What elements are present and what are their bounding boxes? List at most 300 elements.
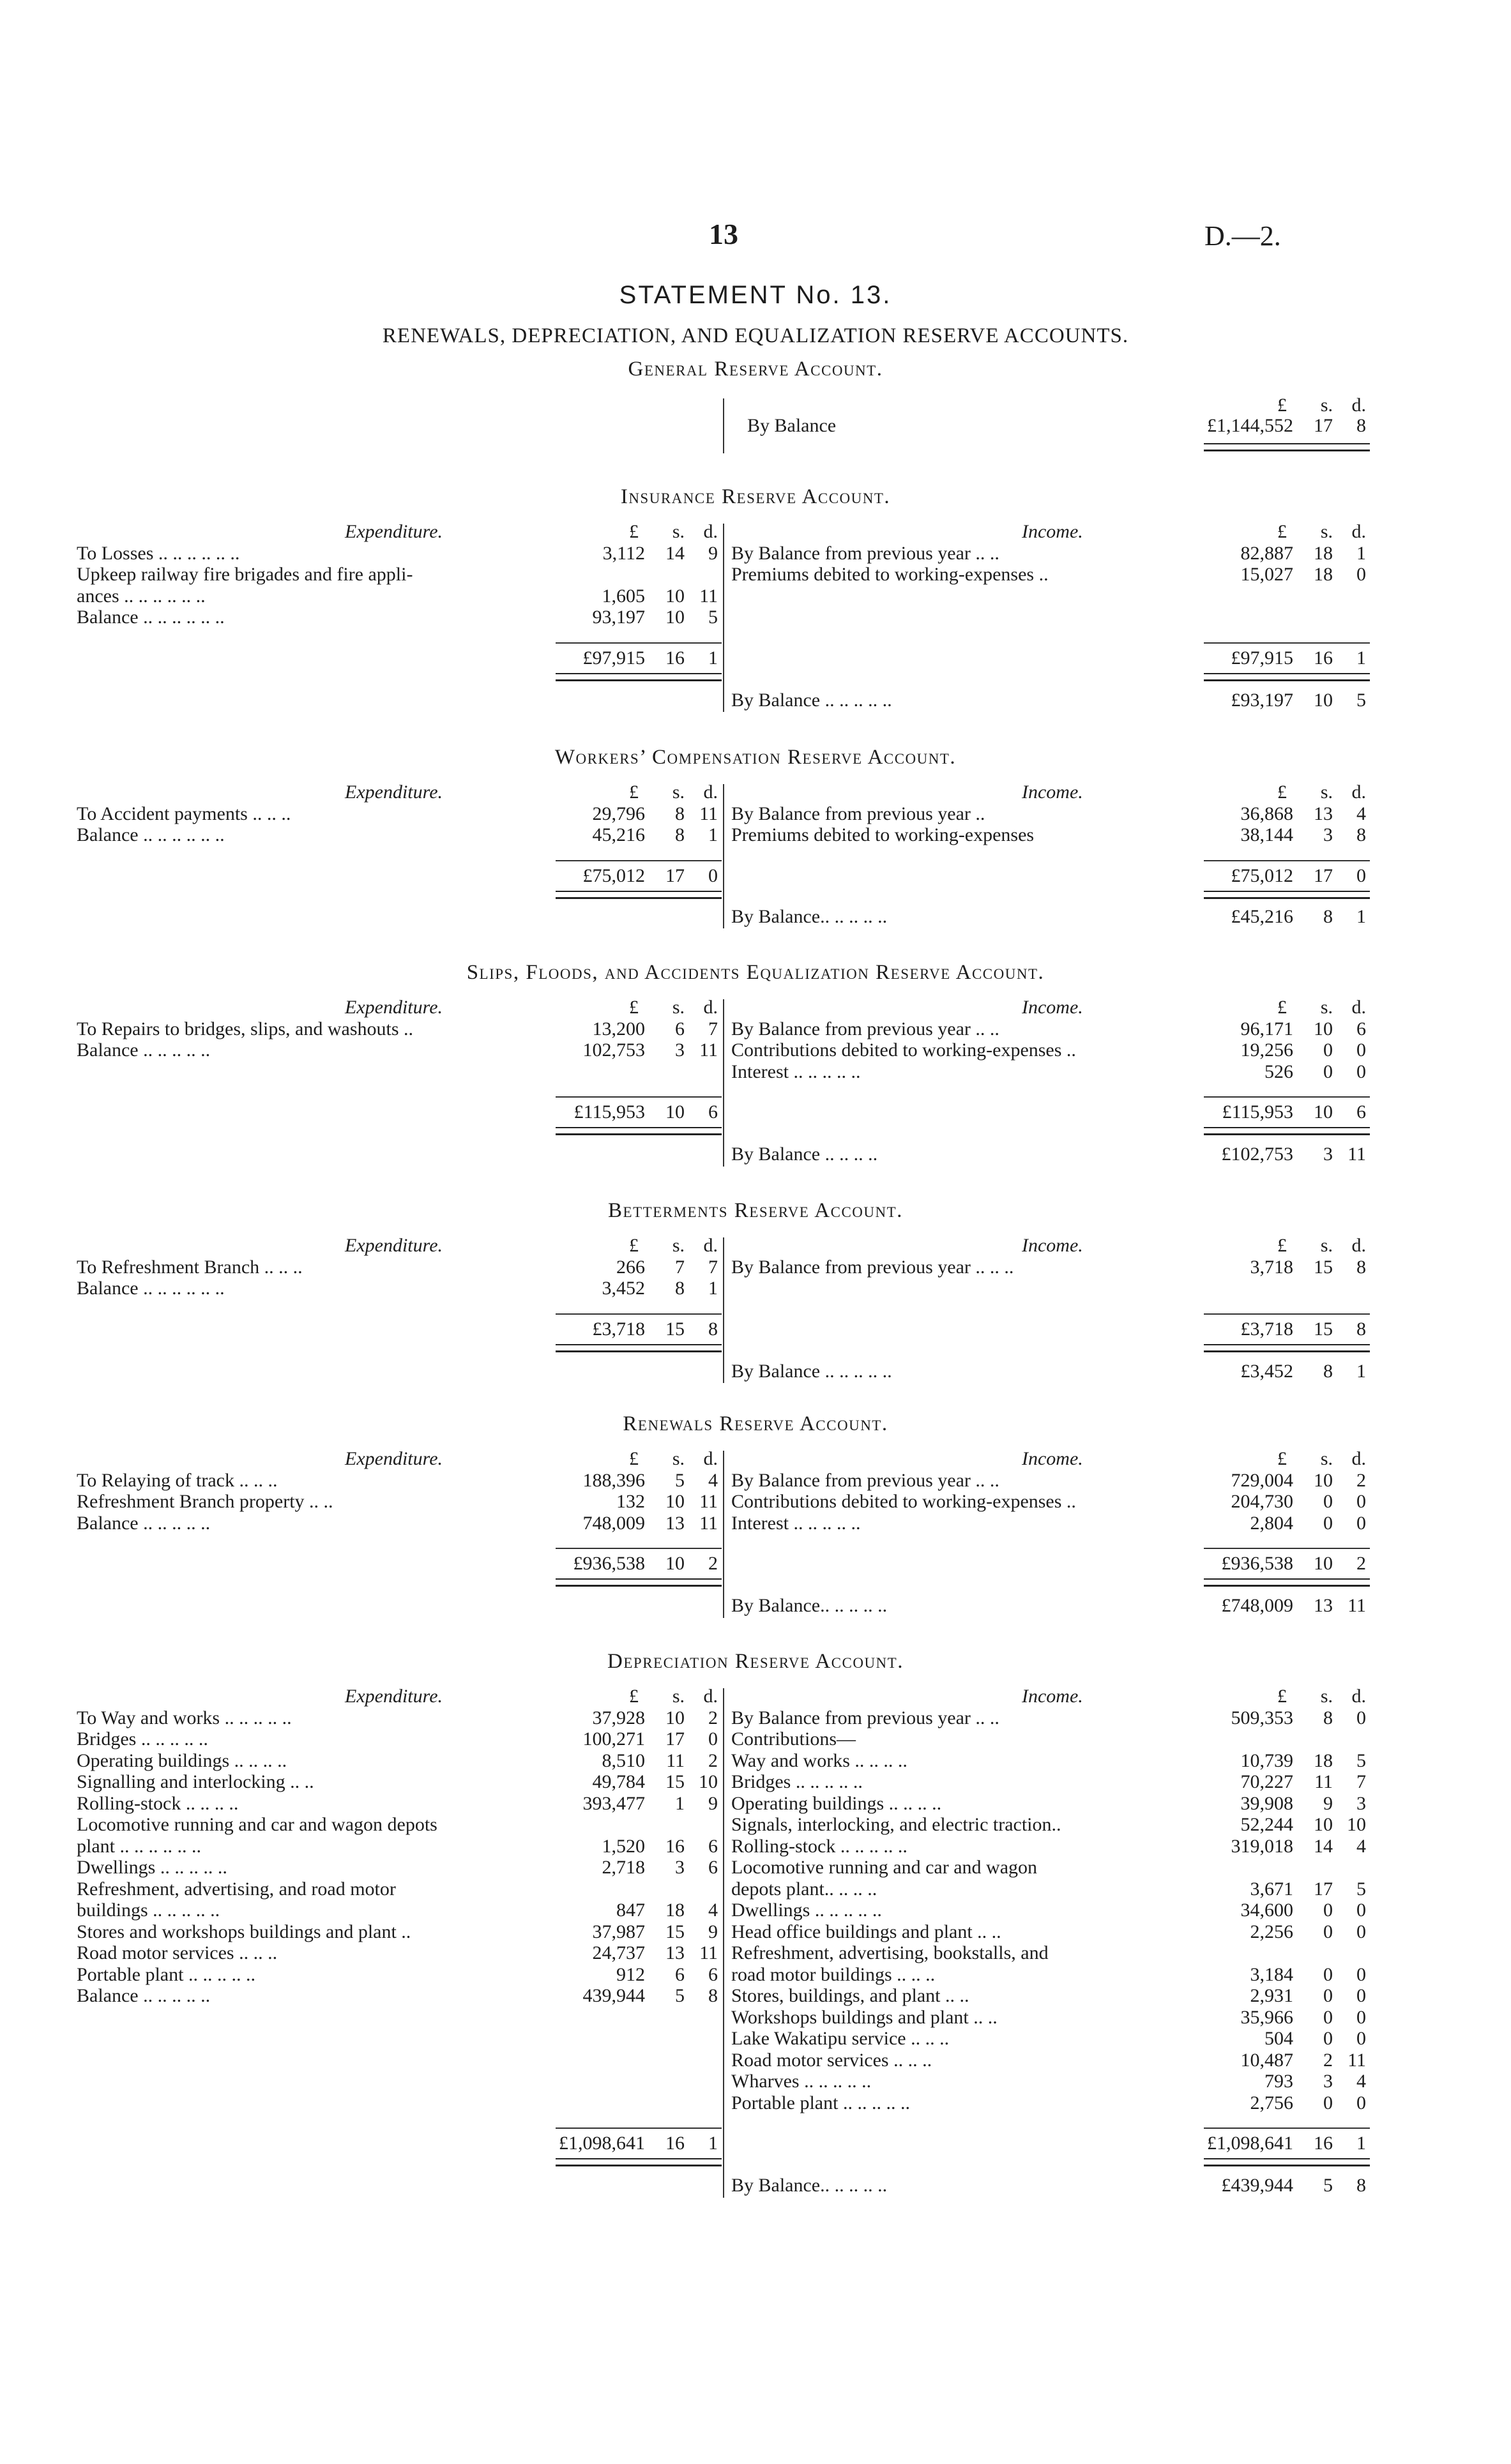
pence: 9: [708, 542, 718, 564]
pence: 4: [708, 1900, 718, 1921]
slips-credit-amount: [1178, 1018, 1366, 1040]
depreciation-debit-row: Balance .. .. .. .. ..: [77, 1985, 211, 2006]
pence: 9: [708, 1921, 718, 1942]
pounds-header: £: [1277, 395, 1287, 416]
pounds: 1,520: [602, 1835, 645, 1857]
slips-total-credit: [1178, 1101, 1366, 1123]
depreciation-credit-amount: [1178, 1964, 1366, 1986]
pence: 7: [1356, 1771, 1366, 1792]
pence: 2: [1356, 1469, 1366, 1491]
pence: 4: [1356, 2071, 1366, 2092]
shillings: 18: [1314, 542, 1333, 564]
shillings: 0: [1323, 1900, 1333, 1921]
depreciation-credit-amount: [1178, 1900, 1366, 1921]
double-rule: [1204, 673, 1370, 681]
pounds: 70,227: [1240, 1771, 1293, 1792]
pence: 1: [708, 1278, 718, 1299]
pence: 8: [1356, 824, 1366, 845]
depreciation-credit-amount: [1178, 1793, 1366, 1815]
shillings: 10: [665, 1101, 685, 1122]
lsd-header: [1191, 1686, 1366, 1707]
pounds: £1,144,552: [1207, 415, 1293, 436]
pence: 6: [708, 1963, 718, 1985]
pence-header: d.: [703, 782, 718, 803]
column-divider: [723, 1237, 724, 1383]
shillings: 17: [1314, 1878, 1333, 1900]
pence: 8: [708, 1318, 718, 1340]
double-rule: [1204, 1344, 1370, 1352]
shillings: 16: [1314, 647, 1333, 669]
lsd-header: [543, 1235, 718, 1257]
shillings: 10: [665, 1491, 685, 1512]
double-rule: [556, 891, 722, 899]
insurance-balance-amount: [1178, 690, 1366, 711]
renewals-credit-amount: [1178, 1491, 1366, 1513]
depreciation-credit-row: road motor buildings .. .. ..: [731, 1963, 936, 1985]
shillings-header: s.: [672, 1235, 685, 1256]
pence: 8: [708, 1985, 718, 2006]
insurance-debit-row: Balance .. .. .. .. .. ..: [77, 607, 225, 628]
lsd-header: [543, 782, 718, 803]
pence: 6: [1356, 1018, 1366, 1039]
slips-title: Slips, Floods, and Accidents Equalization Reserve Account.: [466, 961, 1045, 984]
depreciation-debit-row: Dwellings .. .. .. .. ..: [77, 1857, 227, 1878]
double-rule: [556, 673, 722, 681]
double-rule: [556, 1127, 722, 1135]
pence: 1: [1356, 905, 1366, 927]
pounds: 912: [616, 1963, 645, 1985]
pence: 7: [708, 1018, 718, 1039]
pence: 1: [1356, 1360, 1366, 1382]
pence: 5: [1356, 1878, 1366, 1900]
pounds-header: £: [629, 1235, 639, 1256]
renewals-debit-row: To Relaying of track .. .. ..: [77, 1469, 278, 1491]
pounds: 439,944: [582, 1985, 645, 2006]
pounds: 2,804: [1250, 1512, 1293, 1534]
pounds: 52,244: [1240, 1814, 1293, 1835]
pence: 11: [699, 1942, 718, 1963]
pence: 0: [1356, 2092, 1366, 2113]
pence: 1: [708, 647, 718, 669]
double-rule: [1204, 1578, 1370, 1587]
shillings: 13: [1314, 1595, 1333, 1616]
total-rule: [556, 1313, 722, 1315]
shillings: 6: [675, 1018, 685, 1039]
depreciation-credit-row: Head office buildings and plant .. ..: [731, 1921, 1001, 1942]
shillings: 7: [675, 1256, 685, 1278]
pounds: £936,538: [573, 1553, 645, 1574]
depreciation-credit-amount: [1178, 1814, 1366, 1836]
renewals-credit-row: By Balance from previous year .. ..: [731, 1469, 999, 1491]
shillings: 0: [1323, 2028, 1333, 2049]
pence: 0: [1356, 1985, 1366, 2006]
shillings: 15: [1314, 1318, 1333, 1340]
renewals-debit-row: Refreshment Branch property .. ..: [77, 1491, 333, 1512]
pence: 0: [708, 865, 718, 886]
depreciation-debit-amount: [530, 1750, 718, 1772]
renewals-credit-row: Contributions debited to working-expenses ..: [731, 1491, 1076, 1512]
pence-header: d.: [1351, 1235, 1366, 1256]
pounds-header: £: [1277, 782, 1287, 803]
pence: 4: [708, 1469, 718, 1491]
depreciation-credit-amount: [1178, 2050, 1366, 2071]
general-credit-row: By Balance: [747, 415, 837, 436]
depreciation-debit-row: Locomotive running and car and wagon depots: [77, 1814, 437, 1835]
pounds: 319,018: [1231, 1835, 1293, 1857]
depreciation-title: Depreciation Reserve Account.: [607, 1650, 904, 1673]
pence: 1: [1356, 647, 1366, 669]
shillings: 18: [1314, 1750, 1333, 1771]
depreciation-credit-amount: [1178, 1771, 1366, 1793]
pounds: £936,538: [1221, 1553, 1293, 1574]
expenditure-header: Expenditure.: [345, 521, 443, 542]
pounds: 24,737: [592, 1942, 645, 1963]
pence: 8: [1356, 2175, 1366, 2196]
slips-credit-row: Contributions debited to working-expenses ..: [731, 1039, 1076, 1061]
pence: 0: [1356, 2006, 1366, 2028]
insurance-credit-amount: [1178, 543, 1366, 564]
shillings: 15: [1314, 1256, 1333, 1278]
depreciation-debit-amount: [530, 1771, 718, 1793]
shillings: 3: [1323, 2071, 1333, 2092]
pounds: 188,396: [582, 1469, 645, 1491]
pounds: 100,271: [582, 1728, 645, 1750]
depreciation-total-credit: [1178, 2133, 1366, 2154]
workers-credit-row: Premiums debited to working-expenses: [731, 824, 1035, 845]
shillings-header: s.: [672, 1448, 685, 1469]
renewals-debit-amount: [530, 1491, 718, 1513]
income-header: Income.: [1022, 997, 1083, 1018]
pounds: 38,144: [1240, 824, 1293, 845]
slips-credit-amount: [1178, 1061, 1366, 1083]
pounds: £115,953: [1222, 1101, 1293, 1122]
pence: 9: [708, 1792, 718, 1814]
shillings-header: s.: [1320, 1235, 1333, 1256]
shillings: 0: [1323, 1039, 1333, 1061]
depreciation-debit-amount: [530, 1707, 718, 1729]
shillings: 14: [1314, 1835, 1333, 1857]
pence: 5: [1356, 689, 1366, 711]
shillings: 0: [1323, 1061, 1333, 1082]
depreciation-credit-row: Wharves .. .. .. .. ..: [731, 2071, 872, 2092]
depreciation-debit-amount: [530, 1857, 718, 1878]
pence-header: d.: [703, 1448, 718, 1469]
slips-debit-amount: [530, 1039, 718, 1061]
depreciation-credit-amount: [1178, 1985, 1366, 2007]
depreciation-debit-amount: [530, 1728, 718, 1750]
slips-credit-amount: [1178, 1039, 1366, 1061]
pounds: 34,600: [1240, 1900, 1293, 1921]
shillings: 5: [1323, 2175, 1333, 2196]
pounds: £102,753: [1221, 1144, 1293, 1165]
pounds: 37,987: [592, 1921, 645, 1942]
slips-debit-amount: [530, 1018, 718, 1040]
pence: 11: [1348, 1595, 1366, 1616]
pounds: £115,953: [573, 1101, 645, 1122]
pence: 7: [708, 1256, 718, 1278]
pounds: 847: [616, 1900, 645, 1921]
shillings: 16: [665, 1835, 685, 1857]
workers-debit-row: To Accident payments .. .. ..: [77, 803, 291, 824]
depreciation-credit-row: Locomotive running and car and wagon: [731, 1857, 1038, 1878]
pounds: 37,928: [592, 1707, 645, 1728]
shillings: 8: [1323, 1360, 1333, 1382]
pounds: 3,452: [602, 1278, 645, 1299]
shillings: 15: [665, 1921, 685, 1942]
shillings: 11: [666, 1750, 685, 1771]
pence: 11: [699, 1039, 718, 1061]
shillings-header: s.: [1320, 395, 1333, 416]
pence: 10: [699, 1771, 718, 1792]
depreciation-credit-amount: [1178, 2092, 1366, 2114]
depreciation-credit-row: Operating buildings .. .. .. ..: [731, 1792, 942, 1814]
pence: 0: [1356, 1512, 1366, 1534]
shillings: 13: [665, 1512, 685, 1534]
lsd-header: [1191, 997, 1366, 1018]
pence: 0: [1356, 2028, 1366, 2049]
workers-debit-amount: [530, 803, 718, 825]
total-rule: [1204, 642, 1370, 644]
shillings: 0: [1323, 2092, 1333, 2113]
double-rule: [556, 1578, 722, 1587]
shillings: 17: [665, 865, 685, 886]
depreciation-credit-row: depots plant.. .. .. ..: [731, 1878, 877, 1900]
shillings: 15: [665, 1771, 685, 1792]
pounds-header: £: [629, 521, 639, 542]
pence: 5: [708, 607, 718, 628]
pence-header: d.: [703, 1235, 718, 1256]
pounds: £75,012: [582, 865, 645, 886]
pounds: 36,868: [1240, 803, 1293, 824]
pounds: 3,718: [1250, 1256, 1293, 1278]
shillings: 5: [675, 1985, 685, 2006]
income-header: Income.: [1022, 1448, 1083, 1469]
pounds: 509,353: [1231, 1707, 1293, 1728]
lsd-header: [543, 1448, 718, 1470]
shillings-header: s.: [672, 1686, 685, 1707]
pounds: £1,098,641: [1207, 2133, 1293, 2154]
pounds: 393,477: [582, 1792, 645, 1814]
pounds: 3,184: [1250, 1963, 1293, 1985]
insurance-debit-row: To Losses .. .. .. .. .. ..: [77, 542, 240, 564]
expenditure-header: Expenditure.: [345, 1235, 443, 1256]
pounds: 82,887: [1240, 542, 1293, 564]
betterments-credit-amount: [1178, 1257, 1366, 1278]
pence: 5: [1356, 1750, 1366, 1771]
shillings-header: s.: [1320, 1448, 1333, 1469]
pence-header: d.: [1351, 521, 1366, 542]
pence-header: d.: [1351, 1686, 1366, 1707]
pounds: 748,009: [582, 1512, 645, 1534]
workers-credit-amount: [1178, 803, 1366, 825]
pounds: 266: [616, 1256, 645, 1278]
double-rule: [1204, 891, 1370, 899]
income-header: Income.: [1022, 1686, 1083, 1707]
lsd-header: [543, 997, 718, 1018]
lsd-header: [543, 521, 718, 543]
depreciation-debit-amount: [530, 1836, 718, 1857]
depreciation-debit-row: Stores and workshops buildings and plant ..: [77, 1921, 411, 1942]
pounds: 3,112: [602, 542, 645, 564]
depreciation-debit-row: To Way and works .. .. .. .. ..: [77, 1707, 292, 1728]
pounds-header: £: [1277, 997, 1287, 1018]
pounds: 2,256: [1250, 1921, 1293, 1942]
pence: 0: [1356, 1039, 1366, 1061]
depreciation-debit-amount: [530, 1985, 718, 2007]
depreciation-debit-row: Rolling-stock .. .. .. ..: [77, 1792, 239, 1814]
pence: 0: [1356, 1963, 1366, 1985]
pence: 11: [1348, 1144, 1366, 1165]
shillings: 10: [665, 1553, 685, 1574]
renewals-debit-amount: [530, 1470, 718, 1492]
depreciation-credit-amount: [1178, 1750, 1366, 1772]
pence: 4: [1356, 803, 1366, 824]
depreciation-credit-row: Bridges .. .. .. .. ..: [731, 1771, 863, 1792]
betterments-debit-amount: [530, 1257, 718, 1278]
pence-header: d.: [703, 997, 718, 1018]
shillings: 0: [1323, 1921, 1333, 1942]
shillings: 16: [665, 2133, 685, 2154]
slips-credit-row: Interest .. .. .. .. ..: [731, 1061, 861, 1082]
depreciation-debit-amount: [530, 1793, 718, 1815]
pence: 1: [1356, 2133, 1366, 2154]
workers-balance-amount: [1178, 906, 1366, 928]
depreciation-debit-amount: [530, 1900, 718, 1921]
pounds: 132: [616, 1491, 645, 1512]
shillings: 3: [675, 1039, 685, 1061]
lsd-header: [1191, 1235, 1366, 1257]
pence: 11: [699, 1491, 718, 1512]
depreciation-credit-row: Stores, buildings, and plant .. ..: [731, 1985, 969, 2006]
double-rule: [1204, 2158, 1370, 2166]
insurance-credit-amount: [1178, 564, 1366, 586]
pounds: 49,784: [592, 1771, 645, 1792]
slips-balance-amount: [1178, 1144, 1366, 1165]
insurance-debit-row: ances .. .. .. .. .. ..: [77, 585, 206, 607]
column-divider: [723, 1688, 724, 2198]
shillings: 3: [675, 1857, 685, 1878]
betterments-debit-row: Balance .. .. .. .. .. ..: [77, 1278, 225, 1299]
total-rule: [1204, 2128, 1370, 2129]
pounds: 35,966: [1240, 2006, 1293, 2028]
renewals-balance-row: By Balance.. .. .. .. ..: [731, 1595, 888, 1616]
depreciation-credit-row: Signals, interlocking, and electric traction..: [731, 1814, 1061, 1835]
renewals-total-debit: [530, 1553, 718, 1575]
column-divider: [723, 999, 724, 1167]
pence-header: d.: [1351, 395, 1366, 416]
slips-balance-row: By Balance .. .. .. ..: [731, 1144, 878, 1165]
shillings-header: s.: [1320, 521, 1333, 542]
total-rule: [556, 860, 722, 861]
expenditure-header: Expenditure.: [345, 782, 443, 803]
shillings: 8: [1323, 905, 1333, 927]
renewals-balance-amount: [1178, 1595, 1366, 1617]
workers-debit-row: Balance .. .. .. .. .. ..: [77, 824, 225, 845]
column-divider: [723, 784, 724, 928]
shillings: 6: [675, 1963, 685, 1985]
shillings-header: s.: [672, 782, 685, 803]
pounds: £97,915: [1231, 647, 1293, 669]
shillings: 0: [1323, 1985, 1333, 2006]
shillings-header: s.: [672, 997, 685, 1018]
pounds: £45,216: [1231, 905, 1293, 927]
pence: 0: [1356, 1900, 1366, 1921]
shillings: 0: [1323, 2006, 1333, 2028]
pounds-header: £: [629, 1448, 639, 1469]
pounds: 729,004: [1231, 1469, 1293, 1491]
depreciation-credit-amount: [1178, 1836, 1366, 1857]
slips-debit-row: Balance .. .. .. .. ..: [77, 1039, 211, 1061]
depreciation-debit-amount: [530, 1964, 718, 1986]
pounds: 13,200: [592, 1018, 645, 1039]
total-rule: [556, 1096, 722, 1098]
depreciation-credit-row: Dwellings .. .. .. .. ..: [731, 1900, 882, 1921]
depreciation-credit-row: Road motor services .. .. ..: [731, 2049, 932, 2071]
pence: 0: [1356, 1061, 1366, 1082]
lsd-header: [1191, 521, 1366, 543]
expenditure-header: Expenditure.: [345, 1686, 443, 1707]
statement-title: [0, 281, 1511, 310]
pounds: £1,098,641: [559, 2133, 645, 2154]
pence: 0: [708, 1728, 718, 1750]
page-number: 13: [709, 218, 738, 250]
pence: 2: [708, 1750, 718, 1771]
depreciation-debit-amount: [530, 1921, 718, 1943]
shillings-header: s.: [672, 521, 685, 542]
insurance-debit-amount: [530, 543, 718, 564]
column-divider: [723, 524, 724, 712]
shillings: 10: [665, 585, 685, 607]
shillings: 8: [675, 1278, 685, 1299]
shillings: 18: [1314, 564, 1333, 585]
expenditure-header: Expenditure.: [345, 1448, 443, 1469]
pence-header: d.: [1351, 997, 1366, 1018]
shillings: 0: [1323, 1491, 1333, 1512]
shillings: 10: [1314, 1553, 1333, 1574]
pounds-header: £: [1277, 1235, 1287, 1256]
pounds: 15,027: [1240, 564, 1293, 585]
insurance-debit-amount: [530, 607, 718, 628]
pence: 11: [699, 803, 718, 824]
lsd-header: [1191, 395, 1366, 416]
pounds: 2,756: [1250, 2092, 1293, 2113]
depreciation-debit-row: Portable plant .. .. .. .. ..: [77, 1963, 255, 1985]
depreciation-debit-row: Refreshment, advertising, and road motor: [77, 1878, 396, 1900]
shillings: 13: [665, 1942, 685, 1963]
shillings: 10: [1314, 1018, 1333, 1039]
depreciation-credit-amount: [1178, 2028, 1366, 2050]
statement-number: No. 13.: [796, 281, 892, 309]
pounds: 10,487: [1240, 2049, 1293, 2071]
insurance-balance-row: By Balance .. .. .. .. ..: [731, 689, 892, 711]
insurance-total-credit: [1178, 647, 1366, 669]
insurance-debit-amount: [530, 586, 718, 607]
shillings: 10: [1314, 1101, 1333, 1122]
income-header: Income.: [1022, 782, 1083, 803]
depreciation-debit-amount: [530, 1942, 718, 1964]
pounds: 8,510: [602, 1750, 645, 1771]
shillings-header: s.: [1320, 1686, 1333, 1707]
shillings: 10: [1314, 1469, 1333, 1491]
pence: 0: [1356, 1707, 1366, 1728]
total-rule: [1204, 1548, 1370, 1549]
shillings: 3: [1323, 1144, 1333, 1165]
shillings: 17: [1314, 865, 1333, 886]
pence: 0: [1356, 865, 1366, 886]
slips-total-debit: [530, 1101, 718, 1123]
pence: 0: [1356, 564, 1366, 585]
depreciation-credit-row: Lake Wakatipu service .. .. ..: [731, 2028, 950, 2049]
